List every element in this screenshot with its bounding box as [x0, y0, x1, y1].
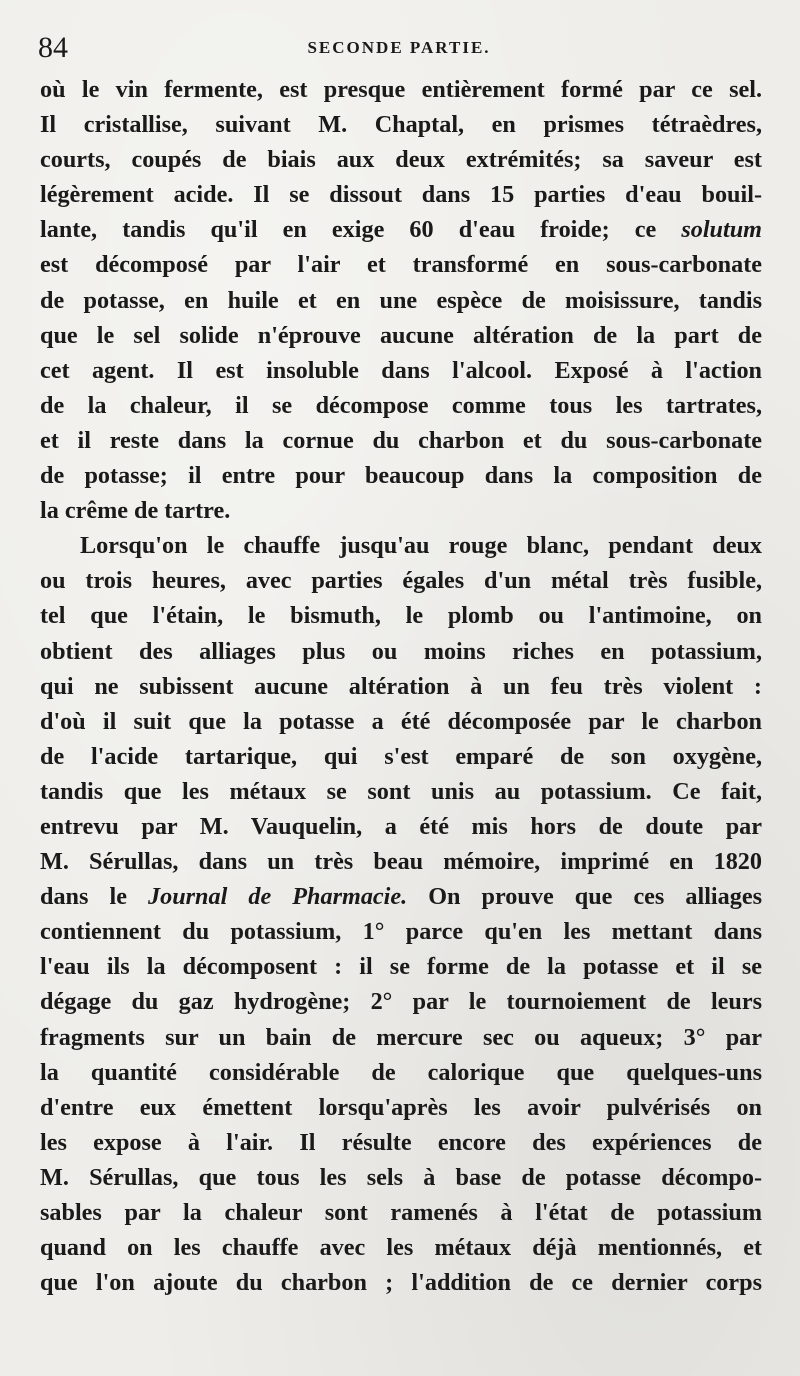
text-line: de potasse, en huile et en une espèce de moisissure, tandis	[40, 286, 762, 314]
text-line: quand on les chauffe avec les métaux déjà mentionnés, et	[40, 1234, 762, 1262]
text-line: de potasse; il entre pour beaucoup dans la composition de	[40, 462, 762, 490]
text-line: fragments sur un bain de mercure sec ou aqueux; 3° par	[40, 1023, 762, 1051]
text-line: de l'acide tartarique, qui s'est emparé de son oxygène,	[40, 742, 762, 770]
text-line: obtient des alliages plus ou moins riches en potassium,	[40, 637, 762, 665]
text-line: que le sel solide n'éprouve aucune altération de la part de	[40, 321, 762, 349]
text-line: cet agent. Il est insoluble dans l'alcool. Exposé à l'action	[40, 356, 762, 384]
text-line: la crême de tartre.	[40, 497, 231, 525]
text-line: ou trois heures, avec parties égales d'un métal très fusible,	[40, 567, 762, 595]
text-line: sables par la chaleur sont ramenés à l'état de potassium	[40, 1199, 762, 1226]
text-line: dans le Journal de Pharmacie. On prouve que ces alliages	[40, 883, 762, 911]
text-line: M. Sérullas, que tous les sels à base de potasse décompo-	[40, 1163, 762, 1191]
text-line: tel que l'étain, le bismuth, le plomb ou l'antimoine, on	[40, 602, 762, 630]
text-line: Lorsqu'on le chauffe jusqu'au rouge blanc, pendant deux	[80, 532, 762, 560]
text-line: de la chaleur, il se décompose comme tous les tartrates,	[40, 391, 762, 419]
text-line: courts, coupés de biais aux deux extrémités; sa saveur est	[40, 146, 762, 174]
text-line: légèrement acide. Il se dissout dans 15 parties d'eau bouil-	[40, 181, 762, 209]
text-line: dégage du gaz hydrogène; 2° par le tournoiement de leurs	[40, 988, 762, 1016]
text-line: contiennent du potassium, 1° parce qu'en les mettant dans	[40, 918, 762, 946]
page-header	[38, 28, 760, 68]
text-line: et il reste dans la cornue du charbon et du sous-carbonate	[40, 426, 762, 454]
text-line: d'où il suit que la potasse a été décomposée par le charbon	[40, 707, 762, 735]
body-text	[40, 72, 762, 1300]
text-line: la quantité considérable de calorique que quelques-uns	[40, 1058, 762, 1086]
text-line: M. Sérullas, dans un très beau mémoire, imprimé en 1820	[40, 848, 762, 876]
text-line: les expose à l'air. Il résulte encore des expériences de	[40, 1128, 762, 1156]
text-line: entrevu par M. Vauquelin, a été mis hors de doute par	[40, 812, 762, 840]
text-line: lante, tandis qu'il en exige 60 d'eau froide; ce solutum	[40, 216, 762, 244]
text-line: est décomposé par l'air et transformé en sous-carbonate	[40, 251, 762, 279]
text-line: tandis que les métaux se sont unis au potassium. Ce fait,	[40, 777, 762, 805]
text-line: où le vin fermente, est presque entièrement formé par ce sel.	[40, 76, 762, 103]
page-number: 84	[38, 31, 68, 64]
text-line: l'eau ils la décomposent : il se forme de la potasse et il se	[40, 953, 762, 981]
text-line: qui ne subissent aucune altération à un feu très violent :	[40, 672, 762, 700]
text-line: Il cristallise, suivant M. Chaptal, en prismes tétraèdres,	[40, 111, 762, 139]
text-line: que l'on ajoute du charbon ; l'addition de ce dernier corps	[40, 1269, 762, 1297]
text-line: d'entre eux émettent lorsqu'après les avoir pulvérisés on	[40, 1093, 762, 1121]
running-head: SECONDE PARTIE.	[307, 38, 491, 57]
